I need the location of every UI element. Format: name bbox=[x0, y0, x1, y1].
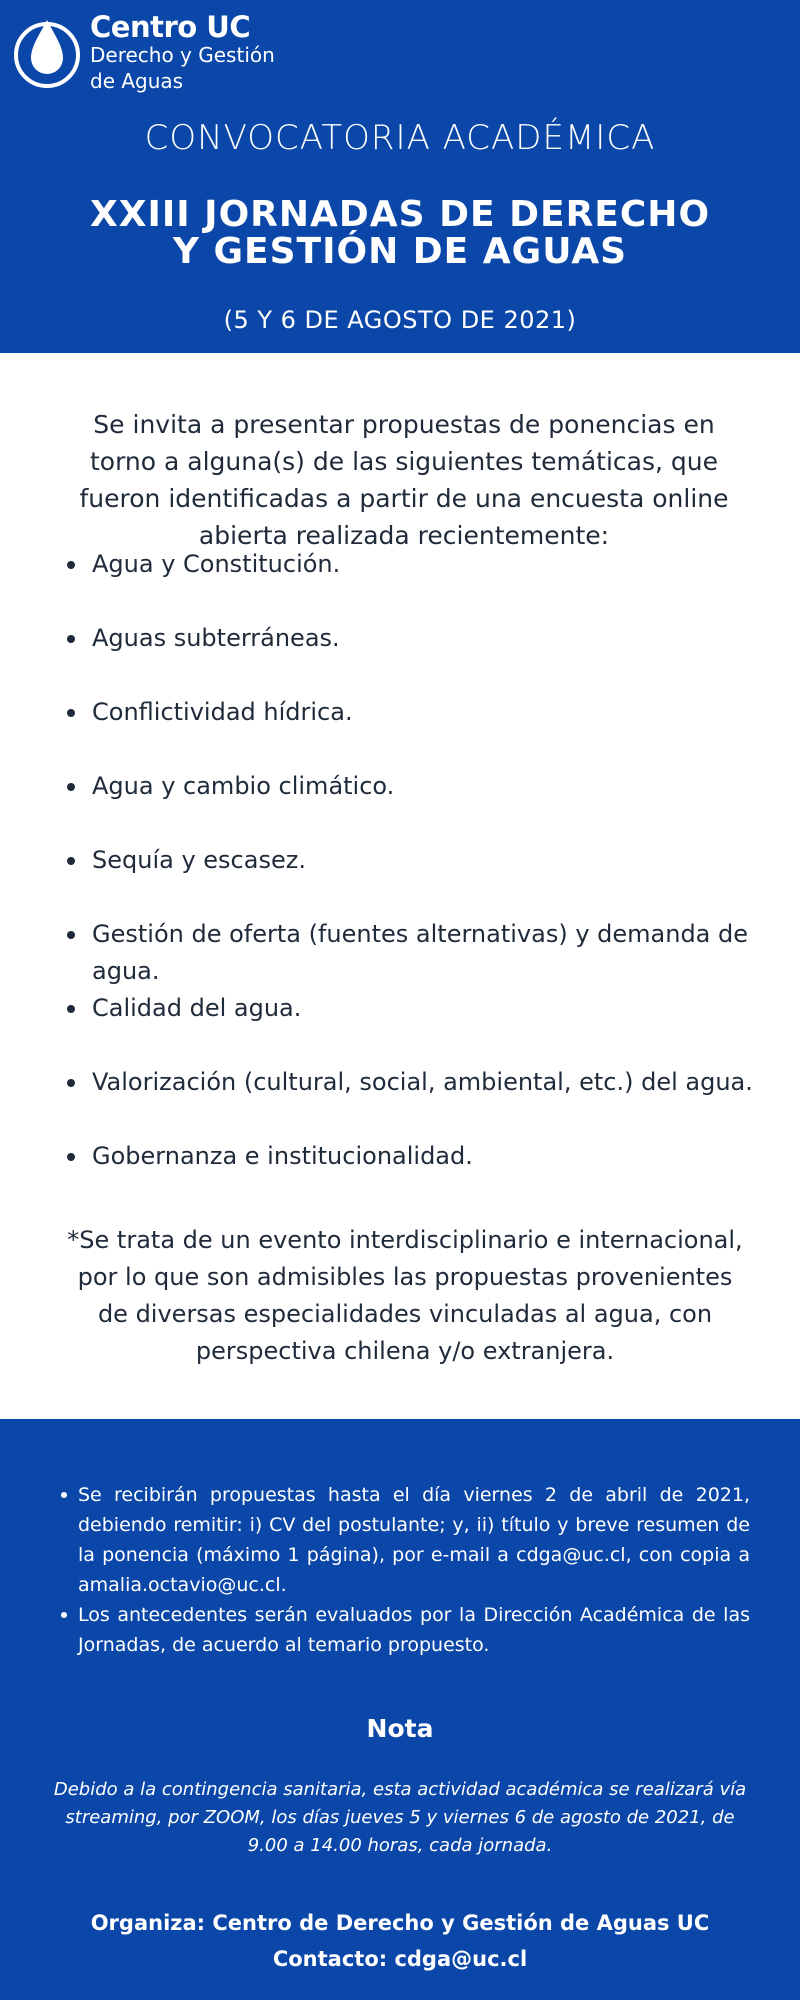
topic-label: Calidad del agua. bbox=[92, 994, 302, 1022]
call-kicker: CONVOCATORIA ACADÉMICA bbox=[144, 118, 656, 158]
list-item bbox=[62, 1138, 800, 1212]
logo-title: Centro UC bbox=[90, 10, 251, 44]
bullet-icon bbox=[61, 1612, 67, 1618]
event-dates: (5 Y 6 DE AGOSTO DE 2021) bbox=[223, 306, 577, 334]
bullet-icon bbox=[67, 931, 75, 939]
contact-line: Contacto: cdga@uc.cl bbox=[272, 1947, 528, 1971]
intro-paragraph: Se invita a presentar propuestas de ponencias en torno a alguna(s) de las siguientes temáticas, que fueron identificadas a partir de una encuesta online abierta realizada recientemente: bbox=[79, 410, 729, 550]
footnote-paragraph: *Se trata de un evento interdisciplinario e internacional, por lo que son admisibles las propuestas provenientes de diversas especialidades vinculadas al agua, con perspectiva chilena y/o extranjera. bbox=[67, 1226, 743, 1365]
footer-banner bbox=[0, 1419, 800, 2000]
topic-label: Agua y Constitución. bbox=[92, 550, 341, 578]
requirements-list bbox=[78, 1480, 750, 1660]
list-item bbox=[62, 620, 800, 694]
bullet-icon bbox=[67, 1153, 75, 1161]
water-drop-icon bbox=[12, 12, 82, 90]
bullet-icon bbox=[67, 857, 75, 865]
list-item bbox=[78, 1480, 750, 1600]
bullet-icon bbox=[67, 1005, 75, 1013]
bullet-icon bbox=[67, 783, 75, 791]
list-item bbox=[62, 768, 800, 842]
list-item bbox=[62, 1064, 800, 1138]
logo-subtitle-line1: Derecho y Gestión bbox=[90, 43, 275, 67]
main-content bbox=[0, 353, 800, 1419]
list-item bbox=[62, 916, 800, 990]
list-item bbox=[62, 694, 800, 768]
logo bbox=[12, 12, 275, 94]
topic-label: Agua y cambio climático. bbox=[92, 772, 395, 800]
header-banner bbox=[0, 0, 800, 353]
list-item bbox=[62, 842, 800, 916]
note-body: Debido a la contingencia sanitaria, esta actividad académica se realizará vía streaming, por ZOOM, los días jueves 5 y viernes 6 de agosto de 2021, de 9.00 a 14.00 horas, cada jornada. bbox=[53, 1779, 747, 1856]
event-title bbox=[0, 196, 800, 270]
bullet-icon bbox=[61, 1492, 67, 1498]
list-item bbox=[62, 546, 800, 620]
bullet-icon bbox=[67, 561, 75, 569]
organizer-block bbox=[0, 1905, 800, 1977]
list-item bbox=[78, 1600, 750, 1660]
organizer-line: Organiza: Centro de Derecho y Gestión de Aguas UC bbox=[90, 1911, 710, 1935]
topic-label: Gestión de oferta (fuentes alternativas) y demanda de agua. bbox=[92, 920, 749, 985]
requirement-text: Los antecedentes serán evaluados por la Dirección Académica de las Jornadas, de acuerdo al temario propuesto. bbox=[78, 1604, 750, 1656]
event-title-line1: XXIII JORNADAS DE DERECHO bbox=[89, 194, 711, 235]
topic-label: Sequía y escasez. bbox=[92, 846, 306, 874]
note-heading: Nota bbox=[366, 1714, 434, 1743]
logo-subtitle-line2: de Aguas bbox=[90, 69, 184, 93]
bullet-icon bbox=[67, 709, 75, 717]
event-title-line2: Y GESTIÓN DE AGUAS bbox=[172, 231, 628, 272]
topic-label: Valorización (cultural, social, ambiental, etc.) del agua. bbox=[92, 1068, 753, 1096]
requirement-text: Se recibirán propuestas hasta el día viernes 2 de abril de 2021, debiendo remitir: i) CV del postulante; y, ii) título y breve resumen de la ponencia (máximo 1 página), por e-mail a cdga@uc.cl, con copia a amalia.octavio@uc.cl. bbox=[78, 1484, 750, 1596]
bullet-icon bbox=[67, 1079, 75, 1087]
topic-label: Gobernanza e institucionalidad. bbox=[92, 1142, 473, 1170]
topics-list bbox=[62, 546, 800, 1212]
topic-label: Aguas subterráneas. bbox=[92, 624, 340, 652]
topic-label: Conflictividad hídrica. bbox=[92, 698, 353, 726]
list-item bbox=[62, 990, 800, 1064]
bullet-icon bbox=[67, 635, 75, 643]
